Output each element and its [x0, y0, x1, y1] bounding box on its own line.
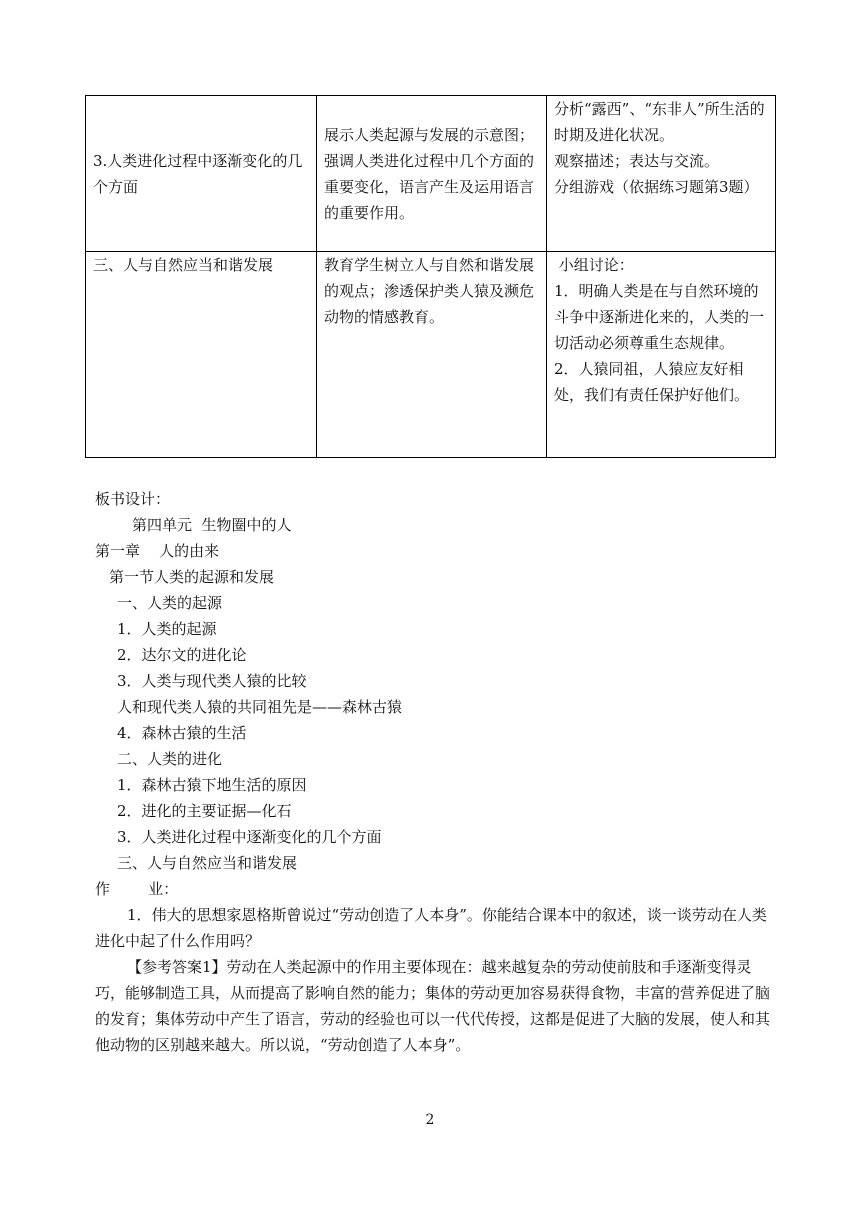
- outline-item: 1．森林古猿下地生活的原因: [117, 776, 307, 794]
- chapter-title: 第一章 人的由来: [95, 542, 220, 560]
- homework-question: [95, 902, 775, 954]
- outline-item: 3．人类与现代类人猿的比较: [117, 672, 307, 690]
- method-cell: 教育学生树立人与自然和谐发展的观点；渗透保护类人猿及濒危动物的情感教育。: [317, 252, 547, 458]
- activity-line: 分析“露西”、“东非人”所生活的时期及进化状况。: [554, 100, 765, 144]
- activity-line: 小组讨论：: [554, 256, 634, 274]
- activity-line: 分组游戏（依据练习题第3题）: [554, 178, 759, 196]
- homework-answer: [95, 954, 775, 1058]
- topic-cell: 3.人类进化过程中逐渐变化的几个方面: [86, 96, 317, 252]
- page-number: 2: [425, 1112, 435, 1128]
- question-text: 1．伟大的思想家恩格斯曾说过“劳动创造了人本身”。你能结合课本中的叙述，谈一谈劳动在人类进化中起了什么作用吗？: [95, 906, 767, 950]
- outline-item: 一、人类的起源: [117, 594, 223, 612]
- outline-item: 三、人与自然应当和谐发展: [117, 854, 298, 872]
- activity-line: 1．明确人类是在与自然环境的斗争中逐渐进化来的，人类的一切活动必须尊重生态规律。: [554, 282, 765, 352]
- section-title: 第一节人类的起源和发展: [109, 568, 275, 586]
- topic-cell: 三、人与自然应当和谐发展: [86, 252, 317, 458]
- activity-cell: [547, 96, 776, 252]
- outline-item: 二、人类的进化: [117, 750, 223, 768]
- table-row: [86, 252, 776, 458]
- method-cell: 展示人类起源与发展的示意图；强调人类进化过程中几个方面的重要变化，语言产生及运用语言的重要作用。: [317, 96, 547, 252]
- board-design: [95, 486, 785, 902]
- activity-line: 2．人猿同祖，人猿应友好相处，我们有责任保护好他们。: [554, 360, 750, 404]
- lesson-plan-table: [85, 95, 776, 458]
- outline-item: 3．人类进化过程中逐渐变化的几个方面: [117, 828, 382, 846]
- outline-item: 2．进化的主要证据—化石: [117, 802, 292, 820]
- outline-item: 4．森林古猿的生活: [117, 724, 247, 742]
- outline-item: 2．达尔文的进化论: [117, 646, 247, 664]
- homework-label: 作 业：: [95, 880, 179, 898]
- unit-title: 第四单元 生物圈中的人: [132, 516, 292, 534]
- answer-text: 【参考答案1】劳动在人类起源中的作用主要体现在：越来越复杂的劳动使前肢和手逐渐变得灵巧，能够制造工具，从而提高了影响自然的能力；集体的劳动更加容易获得食物，丰富的营养促进了脑的发育；集体劳动中产生了语言，劳动的经验也可以一代代传授，这都是促进了大脑的发展，使人和其他动物的区别越来越大。所以说，“劳动创造了人本身”。: [95, 958, 771, 1054]
- board-heading: 板书设计：: [95, 490, 171, 508]
- activity-line: 观察描述；表达与交流。: [554, 152, 720, 170]
- table-row: [86, 96, 776, 252]
- outline-item: 人和现代类人猿的共同祖先是——森林古猿: [117, 698, 403, 716]
- activity-cell: [547, 252, 776, 458]
- outline-item: 1．人类的起源: [117, 620, 217, 638]
